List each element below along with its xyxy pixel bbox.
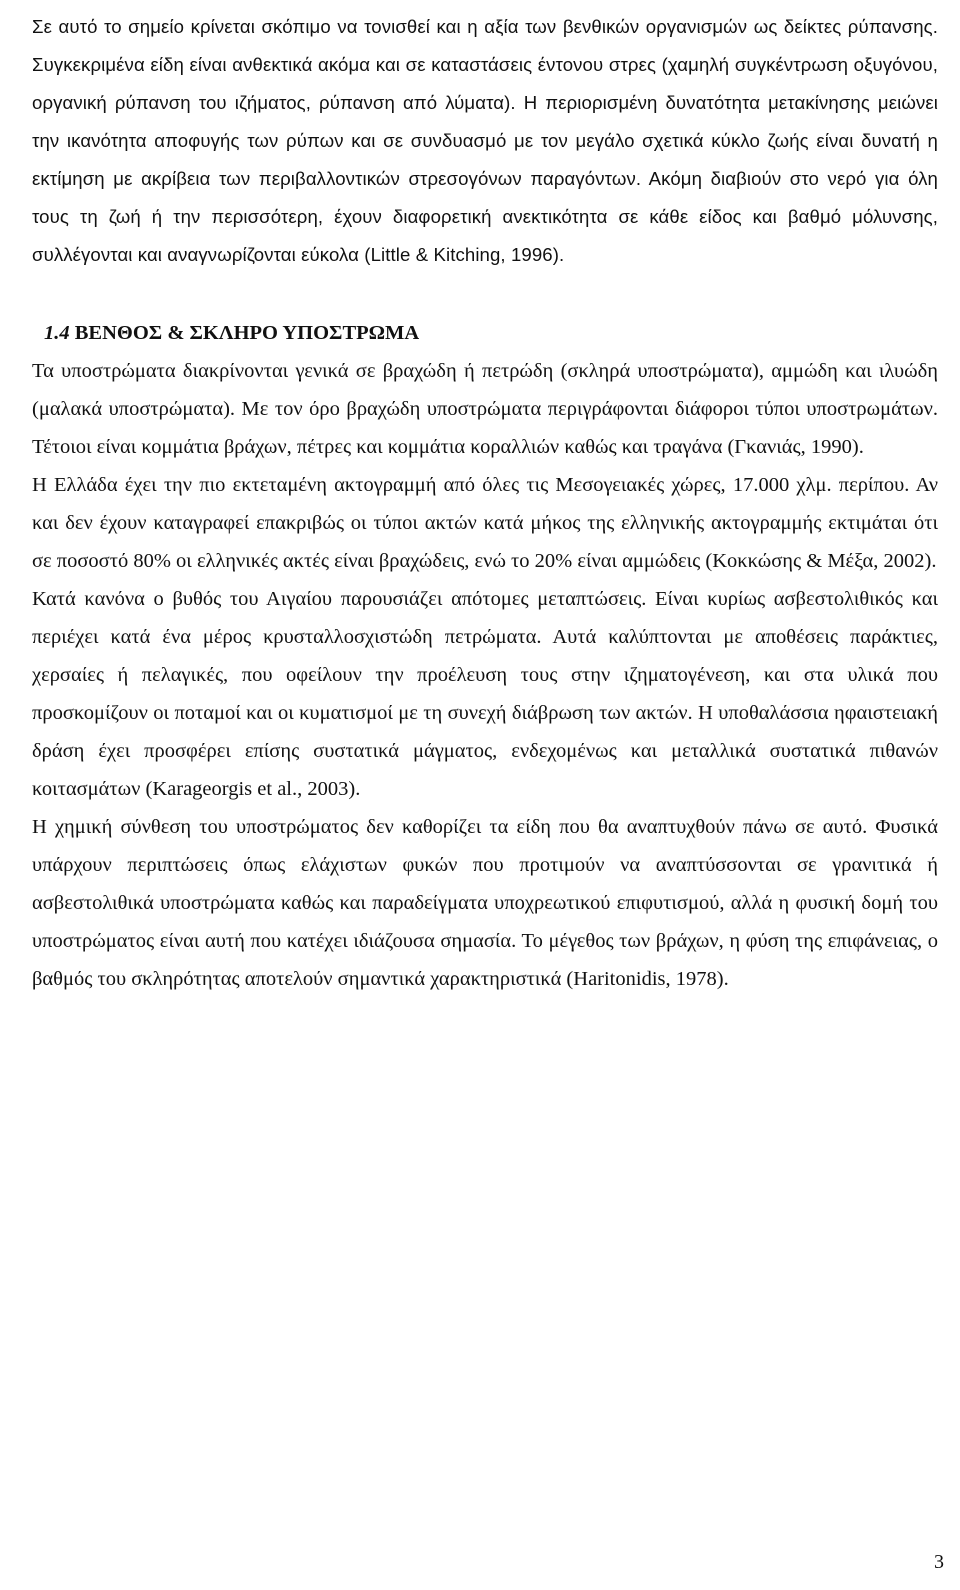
page-number: 3	[934, 1551, 944, 1573]
paragraph-greek-coastline: Η Ελλάδα έχει την πιο εκτεταμένη ακτογραμμή από όλες τις Μεσογειακές χώρες, 17.000 χλμ. περίπου. Αν και δεν έχουν καταγραφεί επακριβώς οι τύποι ακτών κατά μήκος της ελληνικής ακτογραμμής εκτιμάται ότι σε ποσοστό 80% οι ελληνικές ακτές είναι βραχώδεις, ενώ το 20% είναι αμμώδεις (Κοκκώσης & Μέξα, 2002).	[32, 474, 938, 572]
document-page	[32, 8, 938, 998]
paragraph-aegean-seabed: Κατά κανόνα ο βυθός του Αιγαίου παρουσιάζει απότομες μεταπτώσεις. Είναι κυρίως ασβεστολιθικός και περιέχει κατά ένα μέρος κρυσταλλοσχιστώδη πετρώματα. Αυτά καλύπτονται με αποθέσεις παράκτιες, χερσαίες ή πελαγικές, που οφείλουν την προέλευση τους στην ιζηματογένεση, και στα υλικά που προσκομίζουν οι ποταμοί και οι κυματισμοί με τη συνεχή διάβρωση των ακτών. Η υποθαλάσσια ηφαιστειακή δράση έχει προσφέρει επίσης συστατικά μάγματος, ενδεχομένως και μεταλλικά συστατικά πιθανών κοιτασμάτων (Karageorgis et al., 2003).	[32, 588, 938, 800]
section-gap	[32, 274, 938, 314]
paragraph-substrate-types: Τα υποστρώματα διακρίνονται γενικά σε βραχώδη ή πετρώδη (σκληρά υποστρώματα), αμμώδη και ιλυώδη (μαλακά υποστρώματα). Με τον όρο βραχώδη υποστρώματα περιγράφονται διάφοροι τύποι υποστρωμάτων. Τέτοιοι είναι κομμάτια βράχων, πέτρες και κομμάτια κοραλλιών καθώς και τραγάνα (Γκανιάς, 1990).	[32, 360, 938, 458]
paragraph-substrate-chemistry: Η χημική σύνθεση του υποστρώματος δεν καθορίζει τα είδη που θα αναπτυχθούν πάνω σε αυτό. Φυσικά υπάρχουν περιπτώσεις όπως ελάχιστων φυκών που προτιμούν να αναπτύσσονται σε γρανιτικά ή ασβεστολιθικά υποστρώματα καθώς και παραδείγματα υποχρεωτικού επιφυτισμού, αλλά η φυσική δομή του υποστρώματος είναι αυτή που κατέχει ιδιάζουσα σημασία. Το μέγεθος των βράχων, η φύση της επιφάνειας, ο βαθμός του σκληρότητας αποτελούν σημαντικά χαρακτηριστικά (Haritonidis, 1978).	[32, 816, 938, 990]
section-title: ΒΕΝΘΟΣ & ΣΚΛΗΡΟ ΥΠΟΣΤΡΩΜΑ	[74, 322, 420, 344]
section-heading	[44, 314, 938, 352]
section-number: 1.4	[44, 322, 70, 344]
paragraph-benthic-indicators: Σε αυτό το σημείο κρίνεται σκόπιμο να τονισθεί και η αξία των βενθικών οργανισμών ως δείκτες ρύπανσης. Συγκεκριμένα είδη είναι ανθεκτικά ακόμα και σε καταστάσεις έντονου στρες (χαμηλή συγκέντρωση οξυγόνου, οργανική ρύπανση του ιζήματος, ρύπανση από λύματα). Η περιορισμένη δυνατότητα μετακίνησης μειώνει την ικανότητα αποφυγής των ρύπων και σε συνδυασμό με τον μεγάλο σχετικά κύκλο ζωής είναι δυνατή η εκτίμηση με ακρίβεια των περιβαλλοντικών στρεσογόνων παραγόντων. Ακόμη διαβιούν στο νερό για όλη τους τη ζωή ή την περισσότερη, έχουν διαφορετική ανεκτικότητα σε κάθε είδος και βαθμό μόλυνσης, συλλέγονται και αναγνωρίζονται εύκολα (Little & Kitching, 1996).	[32, 16, 938, 265]
